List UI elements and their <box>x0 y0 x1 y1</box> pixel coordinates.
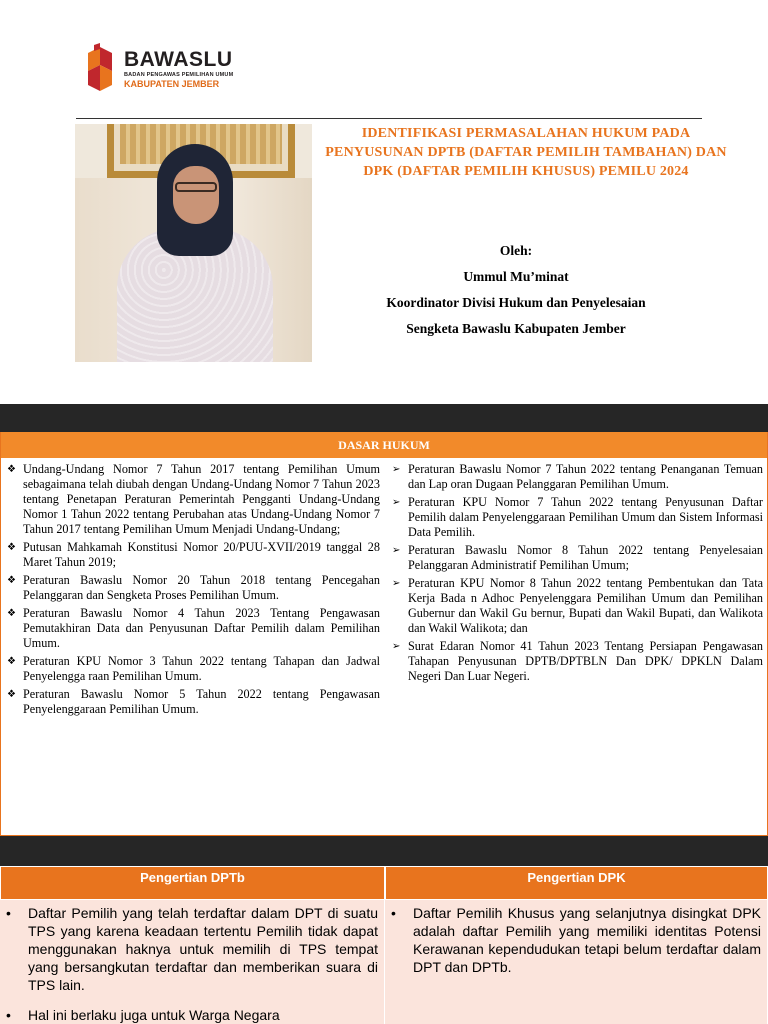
author-photo <box>75 124 312 362</box>
list-item-text: Daftar Pemilih yang telah terdaftar dalam DPT di suatu TPS yang karena keadaan tertentu Pemilih tidak dapat menggunakan haknya untuk memilih di TPS tempat yang bersangkutan terdaftar dan memberikan suara di TPS lain. <box>28 905 378 993</box>
bullet-icon: ❖ <box>7 575 16 586</box>
bawaslu-logo <box>80 42 233 96</box>
bullet-icon: ❖ <box>7 656 16 667</box>
list-item-text: Undang-Undang Nomor 7 Tahun 2017 tentang Pemilihan Umum sebagaimana telah diubah dengan Undang-Undang Nomor 7 Tahun 2023 tentang Penetapan Peraturan Pemerintah Pengganti Undang-Undang Nomor 1 Tahun 2022 tentang Perubahan atas Undang-Undang Nomor 7 Tahun 2017 tentang Pemilihan Umum Menjadi Undang-Undang; <box>23 462 380 536</box>
list-item-text: Daftar Pemilih Khusus yang selanjutnya disingkat DPK adalah daftar Pemilih yang memiliki identitas Potensi Kerawanan kependudukan tetapi belum terdaftar dalam DPT dan DPTb. <box>413 905 761 975</box>
list-item <box>392 576 763 636</box>
bullet-icon: ❖ <box>7 689 16 700</box>
dptb-definition-cell <box>0 900 385 1024</box>
list-item-text: Hal ini berlaku juga untuk Warga Negara <box>28 1007 280 1023</box>
dasar-hukum-slide <box>0 432 768 836</box>
presentation-title: IDENTIFIKASI PERMASALAHAN HUKUM PADA PENYUSUNAN DPTB (DAFTAR PEMILIH TAMBAHAN) DAN DPK (DAFTAR PEMILIH KHUSUS) PEMILU 2024 <box>325 126 727 179</box>
list-item <box>392 543 763 573</box>
dpk-definition-cell <box>385 900 768 1024</box>
list-item-text: Putusan Mahkamah Konstitusi Nomor 20/PUU-XVII/2019 tanggal 28 Maret Tahun 2019; <box>23 540 380 569</box>
logo-region: KABUPATEN JEMBER <box>124 78 220 89</box>
list-item <box>7 687 380 717</box>
author-role-line2: Sengketa Bawaslu Kabupaten Jember <box>406 321 626 336</box>
dasar-hukum-header: DASAR HUKUM <box>1 432 767 458</box>
dasar-hukum-right-list <box>392 462 763 687</box>
author-name: Ummul Mu’minat <box>463 269 569 284</box>
bullet-icon: ➢ <box>392 578 401 589</box>
dpk-header: Pengertian DPK <box>385 866 768 900</box>
pengertian-slide <box>0 866 768 1024</box>
bullet-icon: ❖ <box>7 542 16 553</box>
list-item <box>392 495 763 540</box>
list-item <box>7 462 380 537</box>
bullet-icon: ➢ <box>392 641 401 652</box>
author-block <box>316 238 716 342</box>
bullet-icon: ❖ <box>7 608 16 619</box>
bullet-icon: ❖ <box>7 464 16 475</box>
list-item-text: Peraturan KPU Nomor 3 Tahun 2022 tentang Tahapan dan Jadwal Penyelengga raan Pemilihan Umum. <box>23 654 380 683</box>
bawaslu-emblem-icon <box>80 43 118 95</box>
cover-slide <box>0 0 768 404</box>
list-item-text: Peraturan KPU Nomor 7 Tahun 2022 tentang Penyusunan Daftar Pemilih dalam Penyelenggaraan Pemilihan Umum dan Sistem Informasi Data Pemilih. <box>408 495 763 539</box>
list-item-text: Peraturan Bawaslu Nomor 5 Tahun 2022 tentang Pengawasan Penyelenggaraan Pemilihan Umum. <box>23 687 380 716</box>
dasar-hukum-left-list <box>7 462 380 720</box>
list-item <box>392 462 763 492</box>
list-item <box>6 1006 378 1024</box>
list-item-text: Peraturan Bawaslu Nomor 4 Tahun 2023 Tentang Pengawasan Pemutakhiran Data dan Penyusunan Daftar Pemilih dalam Pemilihan Umum. <box>23 606 380 650</box>
list-item <box>7 573 380 603</box>
list-item-text: Peraturan Bawaslu Nomor 7 Tahun 2022 tentang Penanganan Temuan dan Lap oran Dugaan Pelanggaran Pemilihan Umum. <box>408 462 763 491</box>
bullet-icon: • <box>391 905 396 921</box>
header-divider <box>76 118 702 119</box>
logo-subtitle: BADAN PENGAWAS PEMILIHAN UMUM <box>124 71 234 78</box>
list-item <box>391 904 761 976</box>
list-item-text: Peraturan Bawaslu Nomor 8 Tahun 2022 tentang Penyelesaian Pelanggaran Administratif Pemilihan Umum; <box>408 543 763 572</box>
bullet-icon: ➢ <box>392 545 401 556</box>
logo-name: BAWASLU <box>124 47 233 71</box>
list-item <box>392 639 763 684</box>
slide-separator <box>0 836 768 866</box>
slide-separator <box>0 404 768 432</box>
list-item <box>6 904 378 994</box>
bullet-icon: • <box>6 1007 11 1023</box>
list-item-text: Peraturan KPU Nomor 8 Tahun 2022 tentang Pembentukan dan Tata Kerja Bada n Adhoc Penyelenggara Pemilihan Umum dan Pemilihan Gubernur dan Wakil Gu bernur, Bupati dan Wakil Bupati, dan Walikota dan Wakil Walikota; dan <box>408 576 763 635</box>
dptb-header: Pengertian DPTb <box>0 866 385 900</box>
bullet-icon: ➢ <box>392 497 401 508</box>
list-item <box>7 606 380 651</box>
list-item-text: Peraturan Bawaslu Nomor 20 Tahun 2018 tentang Pencegahan Pelanggaran dan Sengketa Proses Pemilihan Umum. <box>23 573 380 602</box>
author-role-line1: Koordinator Divisi Hukum dan Penyelesaian <box>386 295 646 310</box>
list-item <box>7 540 380 570</box>
list-item-text: Surat Edaran Nomor 41 Tahun 2023 Tentang Persiapan Pengawasan Tahapan Penyusunan DPTB/DPTBLN Dan DPK/ DPKLN Dalam Negeri Dan Luar Negeri. <box>408 639 763 683</box>
bullet-icon: ➢ <box>392 464 401 475</box>
bullet-icon: • <box>6 905 11 921</box>
by-label: Oleh: <box>499 243 533 258</box>
list-item <box>7 654 380 684</box>
